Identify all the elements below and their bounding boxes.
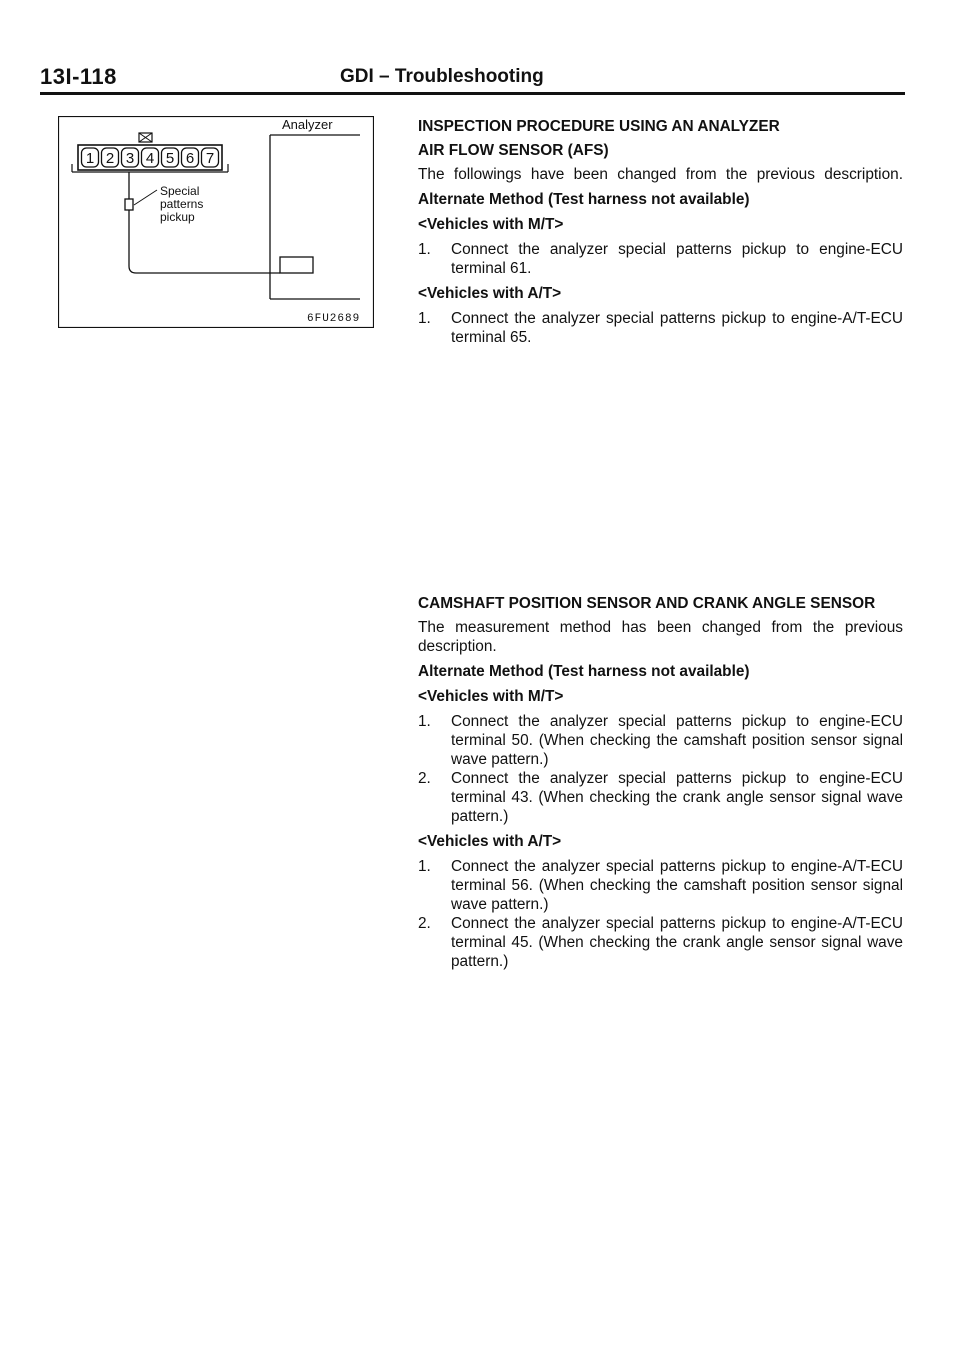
diagram-drawing [58, 116, 374, 328]
connector-pin-number: 4 [145, 150, 155, 167]
page-title: GDI – Troubleshooting [340, 66, 544, 87]
pickup-label: Special patterns pickup [160, 184, 204, 224]
figure-code: 6FU2689 [307, 313, 361, 325]
connector-pin-number: 6 [185, 150, 195, 167]
alternate-method-heading: Alternate Method (Test harness not available) [418, 663, 750, 680]
at-label: <Vehicles with A/T> [418, 285, 562, 302]
connector-icon [139, 133, 152, 142]
list-item: 1. Connect the analyzer special patterns pickup to engine-ECU terminal 61. [418, 241, 903, 277]
alternate-method-heading: Alternate Method (Test harness not available) [418, 191, 750, 208]
section-air-flow-sensor [418, 117, 903, 347]
list-item: 1. Connect the analyzer special patterns pickup to engine-ECU terminal 50. (When checking the camshaft position sensor signal wave pattern.) [418, 713, 903, 768]
page-header [40, 64, 904, 94]
at-steps [418, 309, 903, 347]
connector-pin-number: 1 [85, 150, 95, 167]
mt-label: <Vehicles with M/T> [418, 216, 564, 233]
list-item: 2. Connect the analyzer special patterns pickup to engine-ECU terminal 43. (When checking the crank angle sensor signal wave pattern.) [418, 770, 903, 825]
section-camshaft-crank-sensor [418, 594, 903, 971]
page-number: 13I-118 [40, 64, 117, 89]
analyzer-diagram [58, 116, 374, 328]
connector-pin-number: 7 [205, 150, 215, 167]
intro-text: The followings have been changed from the previous description. [418, 166, 903, 183]
mt-steps [418, 712, 903, 826]
mt-label: <Vehicles with M/T> [418, 688, 564, 705]
list-item: 1. Connect the analyzer special patterns pickup to engine-A/T-ECU terminal 65. [418, 310, 903, 346]
mt-steps [418, 240, 903, 278]
list-item: 1. Connect the analyzer special patterns pickup to engine-A/T-ECU terminal 56. (When checking the camshaft position sensor signal wave pattern.) [418, 858, 903, 913]
subsection-heading: AIR FLOW SENSOR (AFS) [418, 142, 609, 159]
connector-pin-number: 2 [105, 150, 115, 167]
header-rule [40, 92, 905, 95]
connector-pins [82, 148, 219, 167]
at-steps [418, 857, 903, 971]
connector-pin-number: 5 [165, 150, 175, 167]
connector-pin-number: 3 [125, 150, 135, 167]
section-heading: INSPECTION PROCEDURE USING AN ANALYZER [418, 118, 780, 135]
at-label: <Vehicles with A/T> [418, 833, 562, 850]
analyzer-label: Analyzer [282, 117, 333, 132]
intro-text: The measurement method has been changed from the previous description. [418, 619, 903, 655]
section-heading: CAMSHAFT POSITION SENSOR AND CRANK ANGLE SENSOR [418, 595, 876, 612]
list-item: 2. Connect the analyzer special patterns pickup to engine-A/T-ECU terminal 45. (When checking the crank angle sensor signal wave pattern.) [418, 915, 903, 970]
